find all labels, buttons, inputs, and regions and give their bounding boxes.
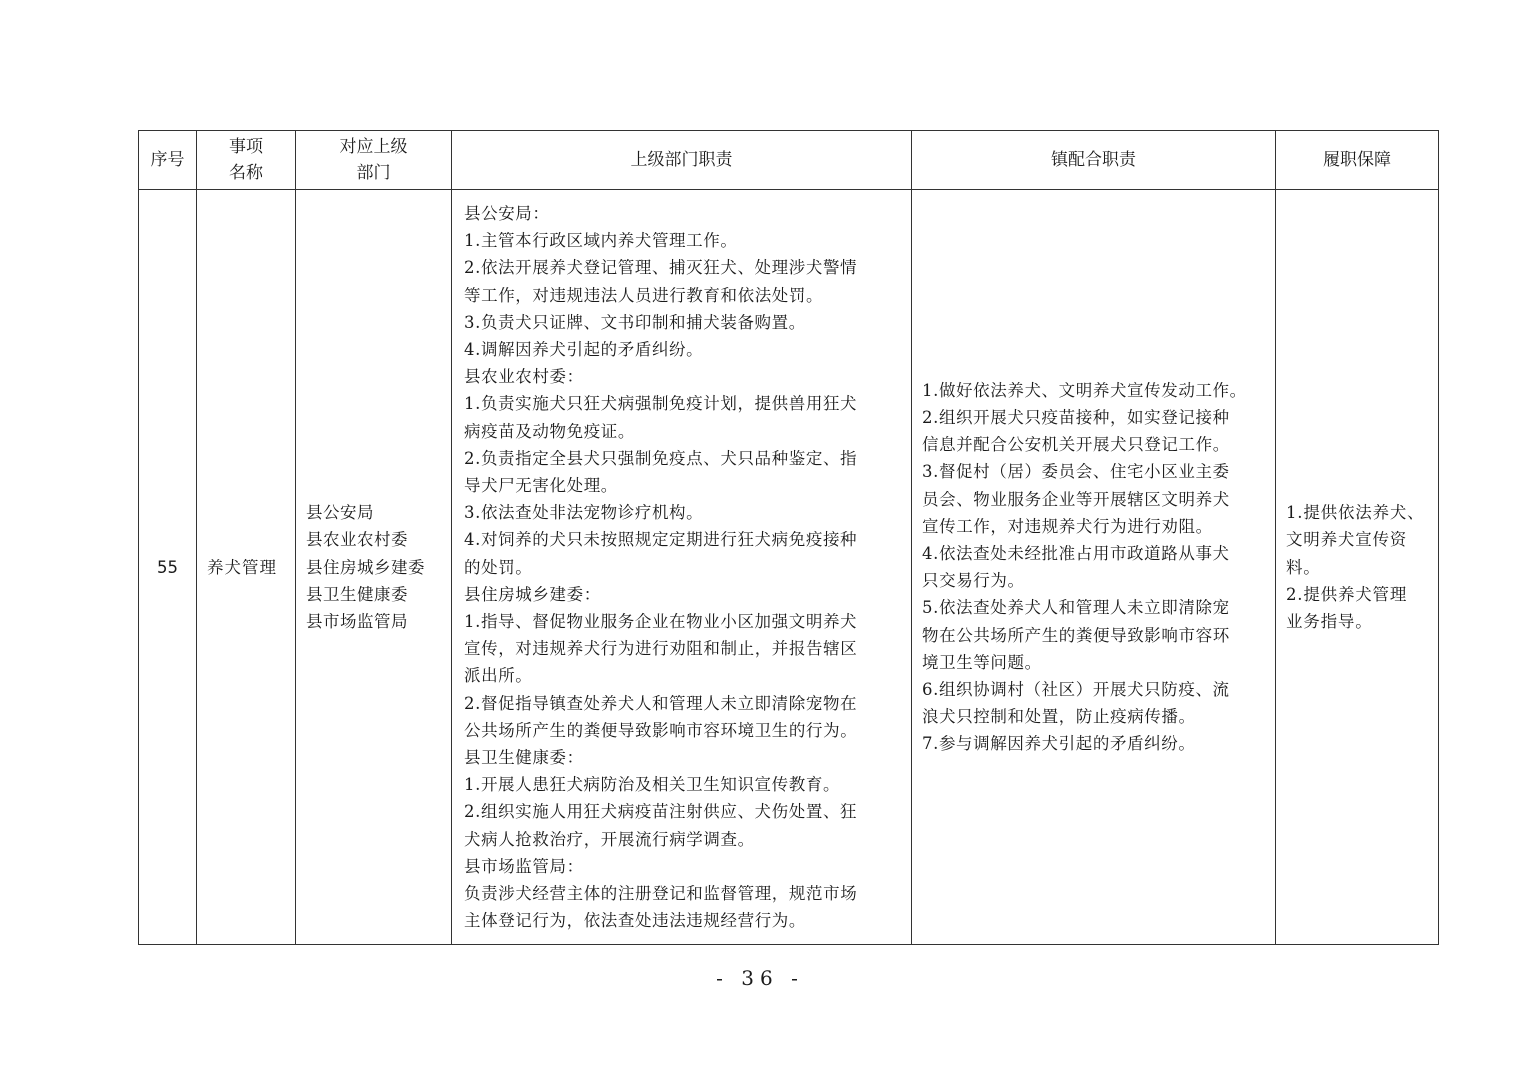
dept-line: 县公安局 — [306, 503, 374, 523]
cell-town-duties — [912, 190, 1276, 945]
upper-duty-line: 宣传，对违规养犬行为进行劝阻和制止，并报告辖区 — [464, 639, 858, 659]
upper-duty-line: 主体登记行为，依法查处违法违规经营行为。 — [464, 911, 806, 931]
upper-duty-line: 4.对饲养的犬只未按照规定定期进行狂犬病免疫接种 — [464, 530, 858, 550]
upper-duty-line: 的处罚。 — [464, 557, 533, 577]
town-duty-line: 信息并配合公安机关开展犬只登记工作。 — [922, 435, 1230, 455]
cell-guarantee — [1276, 190, 1439, 945]
header-item-name — [197, 131, 296, 190]
town-duty-line: 员会、物业服务企业等开展辖区文明养犬 — [922, 489, 1230, 509]
upper-duty-line: 犬病人抢救治疗，开展流行病学调查。 — [464, 829, 755, 849]
dept-line: 县卫生健康委 — [306, 584, 408, 604]
upper-duty-line: 等工作，对违规违法人员进行教育和依法处罚。 — [464, 285, 824, 305]
town-duty-line: 物在公共场所产生的粪便导致影响市容环 — [922, 625, 1230, 645]
town-duty-line: 境卫生等问题。 — [922, 652, 1042, 672]
header-upper-dept — [296, 131, 452, 190]
cell-upper-depts — [296, 190, 452, 945]
cell-item-name: 养犬管理 — [197, 190, 296, 945]
upper-duty-line: 3.依法查处非法宠物诊疗机构。 — [464, 503, 704, 523]
guarantee-line: 料。 — [1286, 557, 1321, 577]
header-item-name-line: 名称 — [229, 163, 263, 183]
guarantee-line: 2.提供养犬管理 — [1286, 584, 1408, 604]
header-item-name-line: 事项 — [229, 137, 263, 157]
upper-duty-line: 负责涉犬经营主体的注册登记和监督管理，规范市场 — [464, 884, 858, 904]
upper-duty-line: 县住房城乡建委： — [464, 584, 601, 604]
upper-duty-line: 2.负责指定全县犬只强制免疫点、犬只品种鉴定、指 — [464, 448, 858, 468]
header-town-duties: 镇配合职责 — [912, 131, 1276, 190]
upper-duty-line: 县公安局： — [464, 204, 550, 223]
dept-line: 县市场监管局 — [306, 612, 408, 632]
header-upper-duties: 上级部门职责 — [452, 131, 912, 190]
header-guarantee: 履职保障 — [1276, 131, 1439, 190]
town-duty-line: 3.督促村（居）委员会、住宅小区业主委 — [922, 462, 1230, 482]
guarantee-line: 1.提供依法养犬、 — [1286, 503, 1425, 523]
page-number: - 36 - — [716, 966, 804, 990]
upper-duty-line: 2.督促指导镇查处养犬人和管理人未立即清除宠物在 — [464, 693, 858, 713]
dept-line: 县住房城乡建委 — [306, 557, 425, 577]
header-upper-dept-line: 对应上级 — [339, 137, 408, 157]
dept-line: 县农业农村委 — [306, 530, 408, 550]
town-duty-line: 只交易行为。 — [922, 571, 1025, 591]
town-duty-line: 1.做好依法养犬、文明养犬宣传发动工作。 — [922, 380, 1247, 400]
town-duty-line: 7.参与调解因养犬引起的矛盾纠纷。 — [922, 734, 1196, 754]
header-seq: 序号 — [139, 131, 197, 190]
table-header-row — [139, 131, 1439, 190]
town-duty-line: 6.组织协调村（社区）开展犬只防疫、流 — [922, 680, 1230, 700]
header-upper-dept-line: 部门 — [356, 163, 391, 183]
table-row — [139, 190, 1439, 945]
upper-duty-line: 县卫生健康委： — [464, 748, 584, 768]
upper-duty-line: 2.组织实施人用狂犬病疫苗注射供应、犬伤处置、狂 — [464, 802, 858, 822]
upper-duty-line: 县农业农村委： — [464, 367, 584, 387]
upper-duty-line: 1.负责实施犬只狂犬病强制免疫计划，提供兽用狂犬 — [464, 394, 858, 414]
responsibility-table — [138, 130, 1439, 945]
upper-duty-line: 2.依法开展养犬登记管理、捕灭狂犬、处理涉犬警情 — [464, 258, 858, 278]
upper-duty-line: 1.指导、督促物业服务企业在物业小区加强文明养犬 — [464, 612, 858, 632]
upper-duty-line: 4.调解因养犬引起的矛盾纠纷。 — [464, 340, 704, 360]
upper-duty-line: 1.主管本行政区域内养犬管理工作。 — [464, 231, 738, 251]
upper-duty-line: 3.负责犬只证牌、文书印制和捕犬装备购置。 — [464, 312, 806, 332]
guarantee-line: 文明养犬宣传资 — [1286, 530, 1408, 550]
upper-duty-line: 公共场所产生的粪便导致影响市容环境卫生的行为。 — [464, 720, 858, 740]
upper-duty-line: 派出所。 — [464, 666, 533, 686]
town-duty-line: 4.依法查处未经批准占用市政道路从事犬 — [922, 544, 1230, 564]
town-duty-line: 宣传工作，对违规养犬行为进行劝阻。 — [922, 516, 1213, 536]
responsibility-table-container — [138, 130, 1438, 942]
upper-duty-line: 病疫苗及动物免疫证。 — [464, 421, 635, 441]
upper-duty-line: 导犬尸无害化处理。 — [464, 476, 618, 496]
town-duty-line: 5.依法查处养犬人和管理人未立即清除宠 — [922, 598, 1230, 618]
upper-duty-line: 县市场监管局： — [464, 856, 584, 876]
cell-upper-duties — [452, 190, 912, 945]
town-duty-line: 2.组织开展犬只疫苗接种，如实登记接种 — [922, 408, 1230, 428]
guarantee-line: 业务指导。 — [1286, 612, 1373, 632]
upper-duty-line: 1.开展人患狂犬病防治及相关卫生知识宣传教育。 — [464, 775, 841, 795]
town-duty-line: 浪犬只控制和处置，防止疫病传播。 — [922, 707, 1196, 727]
cell-seq: 55 — [139, 190, 197, 945]
